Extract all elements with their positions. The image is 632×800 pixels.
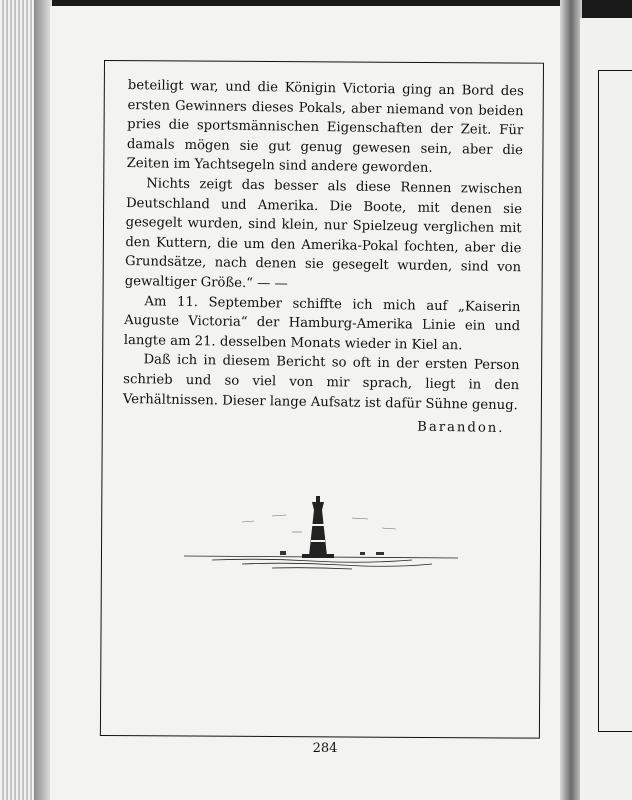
lighthouse-illustration (182, 488, 462, 588)
page-text (122, 76, 524, 439)
paragraph: beteiligt war, und die Königin Victoria ging an Bord des ersten Gewinners dieses Pokals, aber niemand von beiden pries die sportsmännischen Eigenschaften der Zeit. Für damals mögen sie gut genug gewesen sein, aber die Zeiten im Yachtsegeln sind andere geworden. (126, 77, 524, 177)
lighthouse (302, 496, 334, 558)
book-page-stack (0, 0, 34, 800)
paragraph: Am 11. September schiffte ich mich auf „Kaiserin Auguste Victoria“ der Hamburg-Amerika Linie ein und langte am 21. desselben Monats wieder in Kiel an. (123, 293, 521, 354)
author-signature: Barandon. (417, 419, 505, 437)
book-gutter (560, 0, 582, 800)
facing-page-frame (598, 70, 632, 732)
page-number: 284 (312, 741, 338, 756)
paragraph: Daß ich in diesem Bericht so oft in der ersten Person schrieb und so viel von mir sprach, liegt in den Verhältnissen. Dieser lange Aufsatz ist dafür Sühne genug. (122, 352, 520, 413)
paragraph: Nichts zeigt das besser als diese Rennen zwischen Deutschland und Amerika. Die Boote, mit denen sie gesegelt wurden, sind klein, nur Spielzeug verglichen mit den Kuttern, die um den Amerika-Pokal fochten, aber die Grundsätze, nach denen sie gesegelt wurden, sind von gewaltiger Größe.“ — — (124, 176, 523, 292)
